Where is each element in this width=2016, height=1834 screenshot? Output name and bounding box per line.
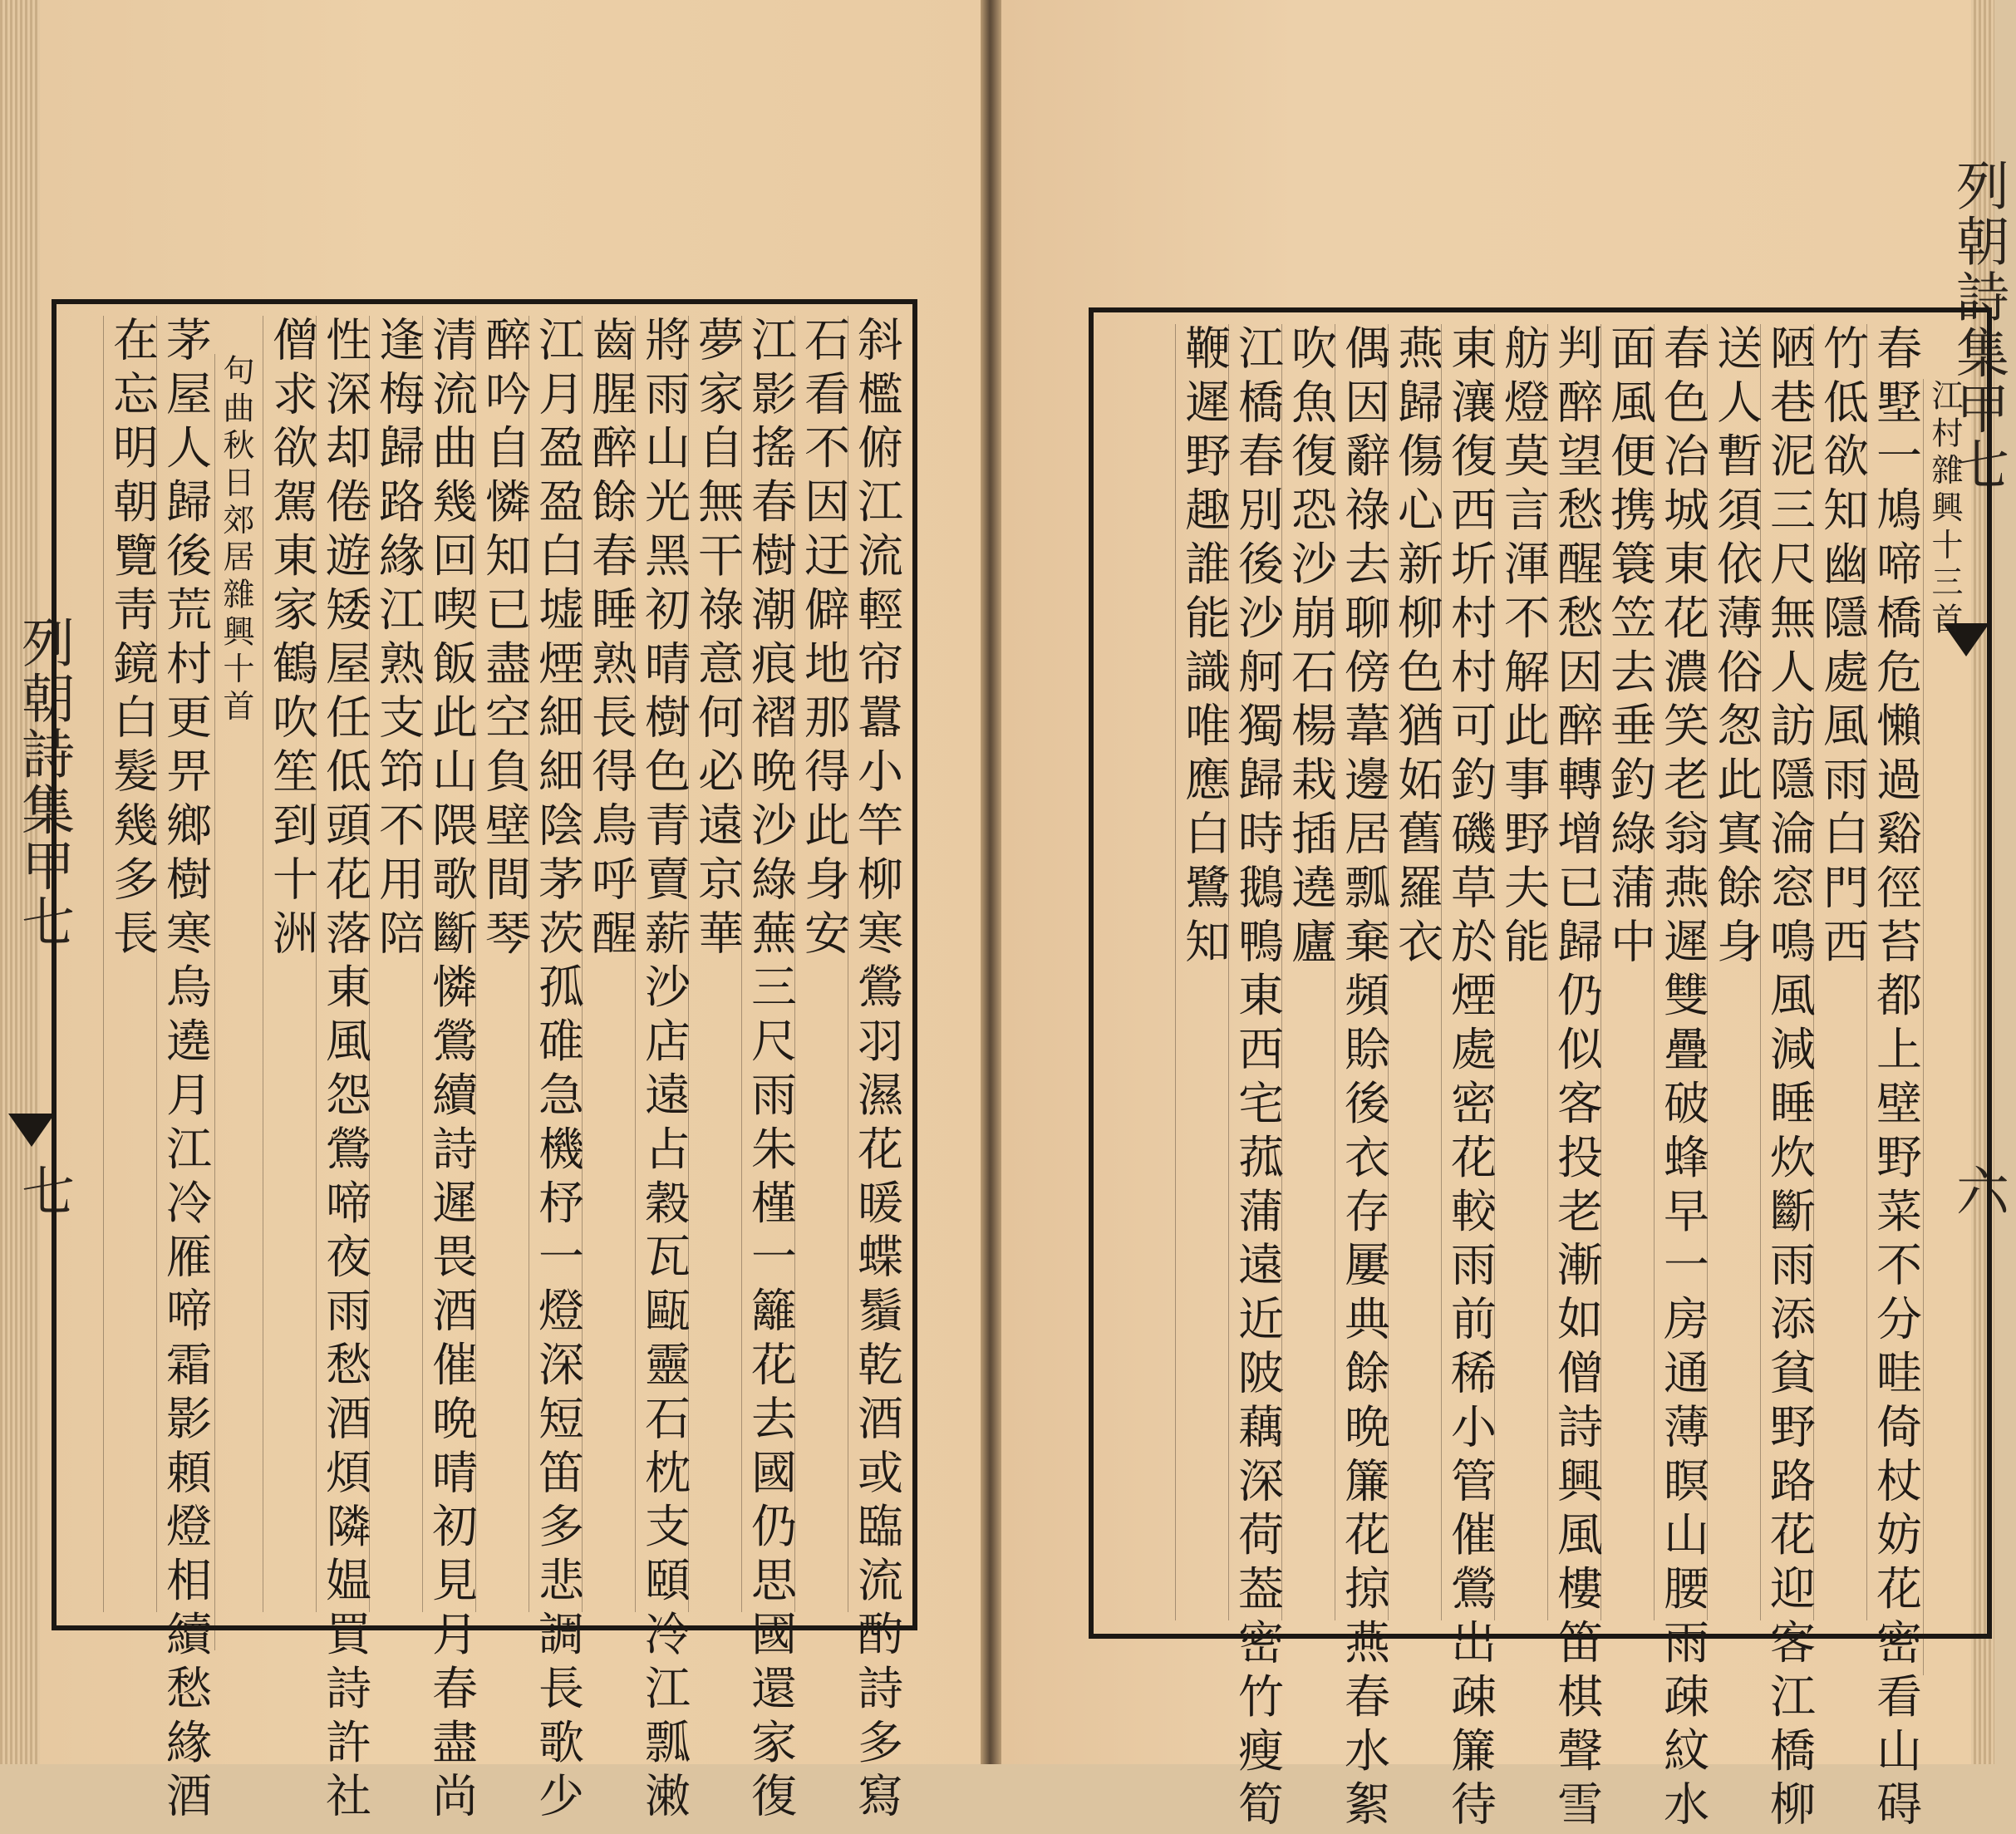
- text-column: 燕歸傷心新柳色猶妬舊羅衣: [1388, 324, 1444, 1620]
- text-column: 江橋春別後沙舸獨歸時鵝鴨東西宅菰蒲遠近陂藕深荷葢密竹瘦筍: [1228, 324, 1285, 1620]
- right-text-columns: [1094, 312, 1987, 1834]
- text-column: 性深却倦遊矮屋任低頭花落東風怨鶯啼夜雨愁酒煩隣媪買詩許社: [316, 316, 372, 1612]
- text-column: 逢梅歸路緣江熟支笻不用陪: [369, 316, 425, 1612]
- poem-section-title: 句曲秋日郊居雜興十首: [214, 354, 257, 1650]
- left-page: [0, 0, 981, 1827]
- text-column: 僧求欲駕東家鶴吹笙到十洲: [263, 316, 319, 1612]
- text-column: 江影搖春樹潮痕褶晩沙綠蕪三尺雨朱槿一籬花去國仍思國還家復: [741, 316, 798, 1612]
- text-column: 陋巷泥三尺無人訪隱淪窓鳴風減睡炊斷雨添貧野路花迎客江橋柳: [1760, 324, 1817, 1620]
- text-column: 夢家自無干祿意何必遠京華: [688, 316, 745, 1612]
- text-column: 斜檻俯江流輕帘囂小竿柳寒鶯羽濕花暖蝶鬚乾酒或臨流酌詩多寫: [848, 316, 904, 1612]
- left-page-margin: [5, 582, 74, 1512]
- text-column: 在忘明朝覽靑鏡白髮幾多長: [103, 316, 160, 1612]
- text-column: 東瀼復西圻村村可釣磯草於煙處密花較雨前稀小管催鶯出疎簾待: [1441, 324, 1497, 1620]
- left-text-frame: [52, 299, 917, 1827]
- left-margin-folio: 七: [12, 1163, 74, 1220]
- text-column: 送人暫須依薄俗怱此寘餘身: [1707, 324, 1763, 1620]
- text-column: 面風便携簑笠去垂釣綠蒲中: [1601, 324, 1657, 1620]
- text-column: 竹低欲知幽隱處風雨白門西: [1813, 324, 1870, 1620]
- right-page: [1001, 0, 2009, 1834]
- text-column: 春墅一鳩啼橋危懶過谿徑苔都上壁野菜不分畦倚杖妨花密看山碍: [1866, 324, 1923, 1620]
- text-column: 石看不因迂僻地那得此身安: [794, 316, 851, 1612]
- text-column: 江月盈盈白墟煙細細陰茅茨孤碓急機杼一燈深短笛多悲調長歌少: [529, 316, 585, 1612]
- text-column: 清流曲幾回喫飯此山隈歌斷憐鶯續詩遲畏酒催晩晴初見月春盡尚: [422, 316, 479, 1612]
- fish-tail-mark-left: [8, 1114, 55, 1147]
- text-column: 判醉望愁醒愁因醉轉增已歸仍似客投老漸如僧詩興風樓笛棋聲雪: [1547, 324, 1604, 1620]
- text-column: 醉吟自憐知已盡空負壁間琴: [475, 316, 532, 1612]
- text-column: 吹魚復恐沙崩石楊栽插遶廬: [1281, 324, 1338, 1620]
- poem-section-title: 江村雜興十三首: [1923, 379, 1965, 1675]
- right-margin-title: 列朝詩集甲七: [1947, 158, 2009, 494]
- right-text-frame: [1089, 307, 1992, 1834]
- text-column: 茅屋人歸後荒村更畀鄉樹寒烏遶月江冷雁啼霜影頼燈相續愁緣酒: [156, 316, 213, 1612]
- text-column: 春色冶城東花濃笑老翁燕遲雙疊破蜂早一房通薄瞑山腰雨疎紋水: [1654, 324, 1710, 1620]
- text-column: 鞭遲野趣誰能識唯應白鷺知: [1175, 324, 1232, 1620]
- right-margin-folio: 六: [1947, 1163, 2009, 1220]
- text-column: 偶因辭祿去聊傍葦邊居瓢棄頻賒後衣存屢典餘晩簾花掠燕春水絮: [1335, 324, 1391, 1620]
- text-column: 舫燈莫言渾不解此事野夫能: [1494, 324, 1551, 1620]
- left-margin-title: 列朝詩集甲七: [12, 615, 74, 951]
- text-column: 齒腥醉餘春睡熟長得鳥呼醒: [582, 316, 638, 1612]
- book-gutter: [981, 0, 1001, 1764]
- text-column: 將雨山光黑初晴樹色青賣薪沙店遠占穀瓦甌靈石枕支頤冷江瓢潄: [635, 316, 691, 1612]
- left-text-columns: [57, 304, 912, 1827]
